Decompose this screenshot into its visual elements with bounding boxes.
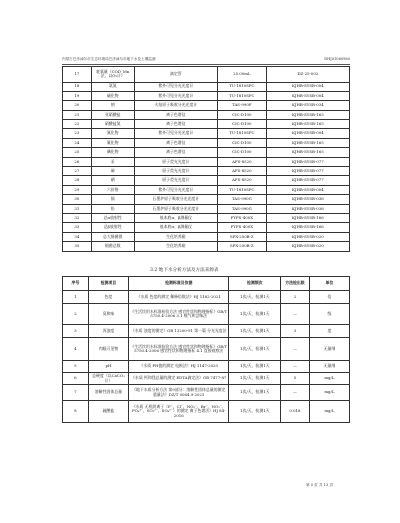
table-cell: 1次/天，检测1天	[229, 401, 281, 423]
table-cell: AFS-8520	[217, 176, 266, 185]
table-cell: 5	[281, 373, 310, 385]
table-cell: 离子色谱仪	[134, 120, 217, 129]
table-cell: 35	[63, 242, 92, 251]
table-row	[63, 291, 350, 304]
table-cell: 紫外可见分光光度计	[134, 185, 217, 194]
table-cell: 原子荧光光度计	[134, 157, 217, 166]
table-row	[63, 373, 350, 385]
table-cell: 总硬度（以CaCO₃计）	[88, 373, 128, 385]
table-cell: KJHB-SYSB-004	[266, 129, 349, 138]
table-cell: FYFS-400X	[217, 213, 266, 222]
table-cell: 钠	[91, 101, 134, 110]
table-row	[63, 223, 350, 232]
table-cell: 离子色谱仪	[134, 148, 217, 157]
table-cell: 滴定管	[134, 67, 217, 83]
table-row	[63, 110, 350, 119]
table-cell: 22	[63, 120, 92, 129]
table-cell: 溶解性固体总量	[88, 385, 128, 401]
table-cell: 低本底α、β测量仪	[134, 213, 217, 222]
table-cell: 34	[63, 232, 92, 241]
table-cell: KJHB-SYSB-020	[266, 242, 349, 251]
table-cell: 无量纲	[309, 361, 349, 373]
table-row	[63, 120, 350, 129]
table-cell: 紫外可见分光光度计	[134, 91, 217, 100]
table-row	[63, 232, 350, 241]
table-cell: FYFS-400X	[217, 223, 266, 232]
table-cell: 色度	[88, 291, 128, 304]
table-cell: KJHB-SYSB-020	[266, 232, 349, 241]
table-row	[63, 91, 350, 100]
table-cell: 亚硝酸盐	[91, 110, 134, 119]
table-cell: 6	[63, 373, 89, 385]
table-cell: 肉眼可见物	[88, 338, 128, 361]
table-cell: 总β放射性	[91, 223, 134, 232]
table-cell: pH	[88, 361, 128, 373]
table-row	[63, 242, 350, 251]
table-row	[63, 148, 350, 157]
table-cell: 氨氮	[91, 82, 134, 91]
table-cell: 1次/天，检测1天	[229, 291, 281, 304]
table-cell: 细菌总数	[91, 242, 134, 251]
table-cell: 石墨炉原子吸收分光光度计	[134, 204, 217, 213]
table-cell: TU-1810SPC	[217, 129, 266, 138]
instrument-table	[62, 66, 350, 252]
table-cell: 1	[63, 291, 89, 304]
table-cell: 原子荧光光度计	[134, 167, 217, 176]
table-cell: 0.018	[281, 401, 310, 423]
table-cell: TAS-990F	[217, 101, 266, 110]
table-row	[63, 167, 350, 176]
table-cell: KJHB-SYSB-036	[266, 204, 349, 213]
table-cell: 30	[63, 195, 92, 204]
table-cell: 21	[63, 110, 92, 119]
table-cell: 生化培养箱	[134, 242, 217, 251]
table-row	[63, 325, 350, 338]
table-row	[63, 67, 350, 83]
table-cell: AFS-8520	[217, 167, 266, 176]
table-cell: KJHB-SYSB-166	[266, 213, 349, 222]
table-cell: KJHB-SYSB-036	[266, 195, 349, 204]
table-cell: 镉	[91, 195, 134, 204]
table-cell: 4	[63, 338, 89, 361]
table-cell: 7	[63, 385, 89, 401]
table-cell: 硫化物	[91, 91, 134, 100]
table-cell: 《水质 色度的测定 稀释倍数法》HJ 1182-2021	[129, 291, 229, 304]
table-cell: TU-1810SPC	[217, 91, 266, 100]
table-cell: 《水质 浊度的测定》GB 13200-91 第一篇 分光光度法	[129, 325, 229, 338]
table-cell: 25.00mL	[217, 67, 266, 83]
table-cell: 20	[63, 101, 92, 110]
table-cell: 紫外可见分光光度计	[134, 129, 217, 138]
table-cell: 砷	[91, 167, 134, 176]
table-cell: 原子荧光光度计	[134, 176, 217, 185]
table-row	[63, 304, 350, 325]
table-cell: —	[281, 385, 310, 401]
table-cell: CIC-D100	[217, 148, 266, 157]
table-cell: KJHB-SYSB-165	[266, 110, 349, 119]
table-row	[63, 157, 350, 166]
table-cell: 3	[63, 325, 89, 338]
table-cell: mg/L	[309, 373, 349, 385]
table-cell: 倍	[309, 291, 349, 304]
table-row	[63, 185, 350, 194]
table-cell: KJHB-SYSB-165	[266, 138, 349, 147]
table-cell: 臭和味	[88, 304, 128, 325]
table-row	[63, 401, 350, 423]
table-cell: DZ-25-002	[266, 67, 349, 83]
table-cell: 1次/天，检测1天	[229, 385, 281, 401]
table-row	[63, 129, 350, 138]
header-cell: 检测频次	[229, 277, 281, 291]
table-cell: 离子色谱仪	[134, 138, 217, 147]
table-cell: 29	[63, 185, 92, 194]
table-cell: —	[281, 361, 310, 373]
table-cell: KJHB-SYSB-165	[266, 148, 349, 157]
table-cell: mg/L	[309, 401, 349, 423]
table-cell: 《生活饮用水标准检验方法 感官性状和物理指标》GB/T 5750.4-2006 3.1 嗅气和尝味法	[129, 304, 229, 325]
table-cell: 无量纲	[309, 338, 349, 361]
table-cell: 32	[63, 213, 92, 222]
table-cell: 《生活饮用水标准检验方法 感官性状和物理指标》GB/T 5750.4-2006 感官性状和物理指标 4.1 直接观察法	[129, 338, 229, 361]
table-row	[63, 82, 350, 91]
table-cell: CIC-D100	[217, 110, 266, 119]
table-cell: mg/L	[309, 385, 349, 401]
section-title: 3.2 地下水分析方法及方法来源表	[150, 268, 219, 273]
table-cell: CIC-D100	[217, 120, 266, 129]
table-cell: KJHB-SYSB-077	[266, 176, 349, 185]
table-cell: 18	[63, 82, 92, 91]
table-cell: 级	[309, 304, 349, 325]
table-row	[63, 101, 350, 110]
table-cell: AFS-8520	[217, 157, 266, 166]
table-cell: KJHB-SYSB-077	[266, 167, 349, 176]
table-cell: 生化培养箱	[134, 232, 217, 241]
method-table-header	[63, 277, 350, 291]
header-cell: 方法检出限	[281, 277, 310, 291]
table-row	[63, 338, 350, 361]
table-cell: 氟化物	[91, 138, 134, 147]
table-cell: 六价铬	[91, 185, 134, 194]
table-row	[63, 361, 350, 373]
table-cell: —	[281, 338, 310, 361]
table-row	[63, 195, 350, 204]
table-cell: 1次/天，检测1天	[229, 304, 281, 325]
table-cell: 硝酸盐氮	[91, 120, 134, 129]
table-cell: 碘化物	[91, 148, 134, 157]
page-number: 第 5 页 共 13 页	[306, 483, 333, 487]
header-cell: 单位	[309, 277, 349, 291]
table-cell: 《水质 无机阴离子（F⁻、Cl⁻、NO₂⁻、Br⁻、NO₃⁻、PO₄³⁻、SO₃²⁻、SO₄²⁻）的测定 离子色谱法》HJ 84-2016	[129, 401, 229, 423]
table-cell: 度	[309, 325, 349, 338]
table-cell: 耗氧量（COD_Mn法，以O₂计）	[91, 67, 134, 83]
table-cell: 27	[63, 167, 92, 176]
table-cell: 氰化物	[91, 129, 134, 138]
table-cell: 3	[281, 325, 310, 338]
table-cell: 总α放射性	[91, 213, 134, 222]
header-left-text: 内蒙古巴彦淖尔市生态环境局巴彦淖尔市地下水及土壤监测	[62, 57, 156, 61]
table-cell: KJHB-SYSB-034	[266, 101, 349, 110]
table-cell: 火焰原子吸收分光光度计	[134, 101, 217, 110]
table-cell: 《地下水质分析方法 第9部分：溶解性固体总量的测定 重量法》DZ/T 0064.9-2021	[129, 385, 229, 401]
table-cell: 8	[63, 401, 89, 423]
table-cell: 总大肠菌群	[91, 232, 134, 241]
table-row	[63, 213, 350, 222]
table-row	[63, 176, 350, 185]
table-cell: 铅	[91, 204, 134, 213]
header-report-number: DHJ01060980	[324, 57, 350, 61]
table-cell: 5	[63, 361, 89, 373]
table-cell: 《水质 PH值的测定 电极法》HJ 1147-2020	[129, 361, 229, 373]
table-cell: 19	[63, 91, 92, 100]
table-cell: 1次/天，检测1天	[229, 325, 281, 338]
table-cell: KJHB-SYSB-004	[266, 91, 349, 100]
table-cell: 紫外可见分光光度计	[134, 82, 217, 91]
header-cell: 检测标准及依据	[129, 277, 229, 291]
table-cell: KJHB-SYSB-165	[266, 120, 349, 129]
table-cell: 石墨炉原子吸收分光光度计	[134, 195, 217, 204]
table-cell: 低本底α、β测量仪	[134, 223, 217, 232]
table-cell: TAS-990G	[217, 195, 266, 204]
table-cell: 33	[63, 223, 92, 232]
table-cell: 汞	[91, 157, 134, 166]
table-cell: TU-1810SPC	[217, 185, 266, 194]
table-cell: 2	[63, 304, 89, 325]
table-cell: CIC-D100	[217, 138, 266, 147]
table-cell: 23	[63, 129, 92, 138]
table-cell: 26	[63, 157, 92, 166]
table-cell: KJHB-SYSB-004	[266, 185, 349, 194]
table-cell: 28	[63, 176, 92, 185]
table-cell: 《水质 钙和镁总量的测定 EDTA滴定法》GB 7477-87	[129, 373, 229, 385]
header-cell: 序号	[63, 277, 89, 291]
table-cell: 17	[63, 67, 92, 83]
table-cell: 1次/天，检测1天	[229, 338, 281, 361]
table-cell: 2	[281, 291, 310, 304]
method-table	[62, 276, 350, 423]
table-cell: 硒	[91, 176, 134, 185]
table-cell: 硫酸盐	[88, 401, 128, 423]
page-header	[62, 56, 350, 65]
table-cell: 25	[63, 148, 92, 157]
table-cell: 1次/天，检测1天	[229, 361, 281, 373]
table-row	[63, 138, 350, 147]
table-cell: 24	[63, 138, 92, 147]
table-cell: 离子色谱仪	[134, 110, 217, 119]
header-cell: 检测项目	[88, 277, 128, 291]
table-row	[63, 385, 350, 401]
table-cell: KJHB-SYSB-166	[266, 223, 349, 232]
table-cell: KJHB-SYSB-077	[266, 157, 349, 166]
table-row	[63, 204, 350, 213]
table-cell: 浑浊度	[88, 325, 128, 338]
table-cell: TAS-990G	[217, 204, 266, 213]
table-cell: 31	[63, 204, 92, 213]
table-cell: 1次/天，检测1天	[229, 373, 281, 385]
table-cell: SPX-250B-Z	[217, 232, 266, 241]
table-cell: —	[281, 304, 310, 325]
table-cell: KJHB-SYSB-004	[266, 82, 349, 91]
table-cell: SPX-250B-Z	[217, 242, 266, 251]
table-cell: TU-1810SPC	[217, 82, 266, 91]
